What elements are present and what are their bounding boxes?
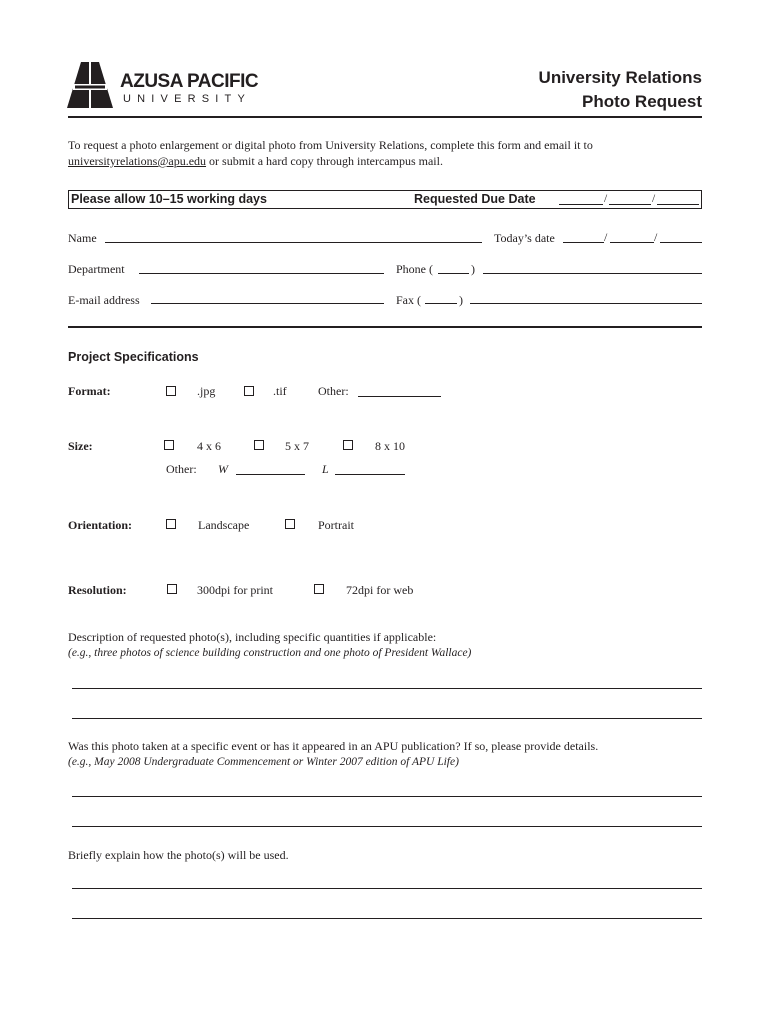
todays-date-year-field[interactable] [660,242,702,243]
due-month-field[interactable] [559,204,603,205]
size-w-field[interactable] [236,474,305,475]
format-tif-checkbox[interactable] [244,386,254,396]
due-day-field[interactable] [609,204,651,205]
q2-answer-line-1[interactable] [72,796,702,797]
logo-subtitle: UNIVERSITY [123,93,252,105]
size-8x10-checkbox[interactable] [343,440,353,450]
q1-answer-line-1[interactable] [72,688,702,689]
todays-date-slash-2: / [654,230,658,244]
phone-number-field[interactable] [483,273,702,274]
format-label: Format: [68,384,111,398]
orientation-label: Orientation: [68,518,132,532]
intro-line2 [68,154,443,168]
resolution-web-checkbox[interactable] [314,584,324,594]
q2-answer-line-2[interactable] [72,826,702,827]
orientation-landscape-label: Landscape [198,518,250,532]
format-other-field[interactable] [358,396,441,397]
size-l-field[interactable] [335,474,405,475]
resolution-label: Resolution: [68,583,127,597]
size-label: Size: [68,439,93,453]
q3-text: Briefly explain how the photo(s) will be used. [68,848,289,862]
specs-heading: Project Specifications [68,350,199,364]
header-title-line2: Photo Request [582,92,702,111]
orientation-portrait-label: Portrait [318,518,354,532]
size-other-label: Other: [166,462,197,476]
orientation-landscape-checkbox[interactable] [166,519,176,529]
size-4x6-label: 4 x 6 [197,439,221,453]
fax-area-code-field[interactable] [425,303,457,304]
email-field[interactable] [151,303,384,304]
apu-logo-mark [67,62,113,108]
q1-text: Description of requested photo(s), including specific quantities if applicable: [68,630,437,644]
resolution-print-checkbox[interactable] [167,584,177,594]
q1-example: (e.g., three photos of science building construction and one photo of President Wallace) [68,647,472,659]
intro-line2-text: or submit a hard copy through intercampus mail. [206,154,443,168]
header-title-line1: University Relations [538,68,702,87]
todays-date-day-field[interactable] [610,242,654,243]
deadline-banner [68,190,702,209]
intro-email-link[interactable]: universityrelations@apu.edu [68,154,207,168]
header-rule [68,116,702,118]
due-slash-2: / [652,193,656,205]
logo-name: AZUSA PACIFIC [120,71,259,92]
q2-text: Was this photo taken at a specific event or has it appeared in an APU publication? If so, please provide details. [68,739,599,753]
department-field[interactable] [139,273,384,274]
phone-paren-close: ) [471,262,475,276]
fax-paren-close: ) [459,293,463,307]
todays-date-slash-1: / [604,230,608,244]
apu-logo [67,62,267,108]
format-jpg-label: .jpg [197,384,216,398]
size-5x7-checkbox[interactable] [254,440,264,450]
size-w-label: W [218,462,228,476]
size-4x6-checkbox[interactable] [164,440,174,450]
due-year-field[interactable] [657,204,699,205]
name-label: Name [68,231,97,245]
section-divider [68,326,702,328]
format-tif-label: .tif [273,384,287,398]
fax-number-field[interactable] [470,303,702,304]
resolution-web-label: 72dpi for web [346,583,414,597]
phone-label: Phone ( [396,262,433,276]
q1-answer-line-2[interactable] [72,718,702,719]
orientation-portrait-checkbox[interactable] [285,519,295,529]
format-jpg-checkbox[interactable] [166,386,176,396]
format-other-label: Other: [318,384,349,398]
q3-answer-line-2[interactable] [72,918,702,919]
todays-date-month-field[interactable] [563,242,604,243]
size-l-label: L [322,462,329,476]
intro-line1: To request a photo enlargement or digital photo from University Relations, complete this form and email it to [68,138,593,152]
resolution-print-label: 300dpi for print [197,583,273,597]
banner-due-label: Requested Due Date [414,192,536,206]
size-8x10-label: 8 x 10 [375,439,405,453]
phone-area-code-field[interactable] [438,273,469,274]
email-label: E-mail address [68,293,140,307]
fax-label: Fax ( [396,293,421,307]
q3-answer-line-1[interactable] [72,888,702,889]
due-slash-1: / [604,193,608,205]
department-label: Department [68,262,125,276]
name-field[interactable] [105,242,482,243]
banner-allow-text: Please allow 10–15 working days [71,192,267,206]
todays-date-label: Today’s date [494,231,555,245]
q2-example: (e.g., May 2008 Undergraduate Commencement or Winter 2007 edition of APU Life) [68,756,459,768]
size-5x7-label: 5 x 7 [285,439,309,453]
